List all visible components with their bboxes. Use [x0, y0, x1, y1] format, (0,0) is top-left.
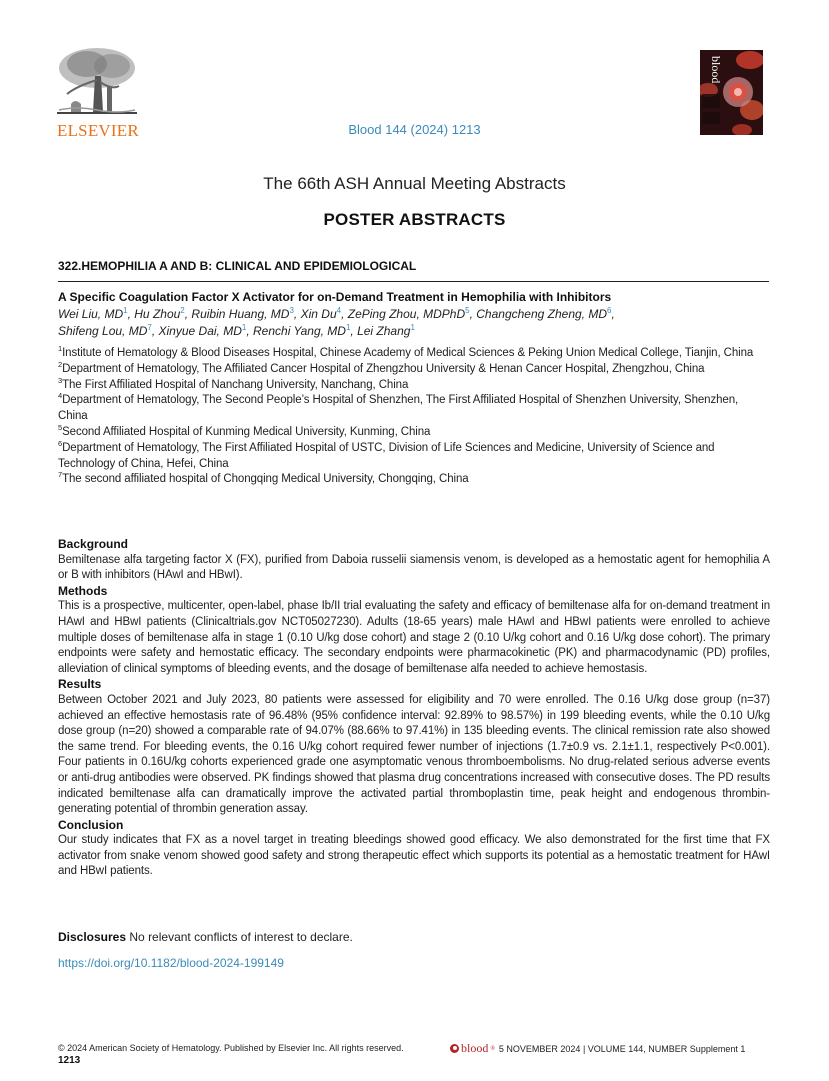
abstract-category: 322.HEMOPHILIA A AND B: CLINICAL AND EPIDEMIOLOGICAL: [58, 259, 417, 273]
doi-link[interactable]: https://doi.org/10.1182/blood-2024-199149: [58, 956, 284, 970]
blood-drop-icon: [450, 1044, 459, 1053]
cover-title-text: blood: [709, 56, 723, 84]
abstract-title: A Specific Coagulation Factor X Activator for on-Demand Treatment in Hemophilia with Inhibitors: [58, 290, 612, 304]
affiliation: $^5$Second Affiliated Hospital of Kunming Medical University, Kunming, China: [58, 422, 431, 438]
section-heading-methods: Methods: [58, 583, 108, 598]
elsevier-logo-text: ELSEVIER: [57, 121, 139, 140]
author-affiliation-ref[interactable]: 3: [289, 306, 294, 315]
disclosures-label: Disclosures: [58, 930, 127, 944]
journal-reference: Blood 144 (2024) 1213: [348, 122, 481, 137]
footer-copyright: © 2024 American Society of Hematology. Published by Elsevier Inc. All rights reserved.: [58, 1043, 404, 1053]
author-affiliation-ref[interactable]: 1: [410, 322, 415, 332]
blood-journal-logo: blood ®: [450, 1041, 495, 1056]
footer-issue: [450, 1041, 745, 1056]
author-affiliation-ref[interactable]: 4: [336, 306, 342, 315]
section-heading-conclusion: Conclusion: [58, 817, 124, 832]
footer-page-number: 1213: [58, 1055, 81, 1066]
section-text-methods: This is a prospective, multicenter, open-label, phase Ib/II trial evaluating the safety and efficacy of bemiltenase alfa for on-demand treatment in HAwI and HBwI patients (Clinicaltrials.gov NCT05027230). Adults (18-65 years) male HAwI and HBwI patients were enrolled to achieve multiple doses of bemiltenase alfa in stage 1 (0.10 U/kg dose cohort) and stage 2 (0.10 U/kg cohort and 0.16 U/kg dose cohort). The primary endpoints were safety and hemostatic efficacy. The secondary endpoints were pharmacokinetic (PK) and pharmacodynamic (PD) profiles, alleviation of clinical symptoms of bleeding events, and the dosage of bemiltenase alfa needed to achieve hemostasis.: [58, 600, 770, 675]
affiliation: $^6$Department of Hematology, The First Affiliated Hospital of USTC, Division of Life Sciences and Medicine, University of Science and Technology of China, Hefei, China: [58, 438, 715, 470]
author: Renchi Yang, $MD^1$,: [253, 322, 358, 338]
disclosures: [58, 930, 353, 944]
section-text-background: Bemiltenase alfa targeting factor X (FX), purified from Daboia russelii siamensis venom, is developed as a hemostatic agent for hemophilia A or B with inhibitors (HAwI and HBwI).: [58, 553, 770, 582]
section-text-conclusion: Our study indicates that FX as a novel target in treating bleedings showed good efficacy. We also demonstrated for the first time that FX activator from snake venom showed good safety and strong therapeutic effect which supports its potential as a hemostatic treatment for HAwI and HBwI patients.: [58, 834, 770, 878]
author-affiliation-ref[interactable]: 2: [180, 306, 185, 315]
affiliation: $^2$Department of Hematology, The Affiliated Cancer Hospital of Zhengzhou University & Henan Cancer Hospital, Zhengzhou, China: [58, 359, 705, 375]
author: ZePing Zhou, MDPhD$^5$,: [347, 306, 477, 321]
affiliation: $^7$The second affiliated hospital of Chongqing Medical University, Chongqing, China: [58, 470, 469, 486]
section-text-results: Between October 2021 and July 2023, 80 patients were assessed for eligibility and 70 were enrolled. The 0.16 U/kg dose group (n=37) achieved an effective hemostasis rate of 96.48% (95% confidence interval: 92.89% to 98.57%) in 199 bleeding events, while the 0.10 U/kg dose group (n=20) showed a comparable rate of 94.07% (88.66% to 97.41%) in 135 bleeding events. The clinical remission rate also showed the same trend. For bleeding events, the 0.16 U/kg cohort required fewer number of injections (1.7±0.9 vs. 2.1±1.1, respectively P<0.001). Four patients in 0.16U/kg cohorts experienced grade one asymptomatic venous thromboembolisms. No drug-related serious adverse events or anti-drug antibodies were observed. PK findings showed that plasma drug concentrations increased with consecutive doses. The PD results indicated bemiltenase alfa can dramatically improve the activated partial thromboplastin time, peak height and endogenous thrombin-generating potential of thrombin generation assay.: [58, 693, 770, 816]
author-affiliation-ref[interactable]: 1: [241, 322, 247, 332]
meeting-title: The 66th ASH Annual Meeting Abstracts: [263, 174, 566, 193]
author: Xin Du$^4$,: [300, 306, 348, 321]
author: Shifeng Lou, $MD^7$,: [58, 322, 159, 338]
author-affiliation-ref[interactable]: 7: [147, 322, 152, 332]
author: Xinyue Dai, $MD^1$,: [158, 322, 254, 338]
author-affiliation-ref[interactable]: 5: [465, 306, 470, 315]
affiliation: $^1$Institute of Hematology & Blood Diseases Hospital, Chinese Academy of Medical Sciences & Peking Union Medical College, Tianjin, China: [58, 344, 754, 359]
author: Lei Zhang$^1$: [357, 322, 415, 338]
author: Changcheng Zheng, $MD^6$,: [476, 306, 615, 321]
section-title: POSTER ABSTRACTS: [323, 210, 506, 229]
affiliation: $^3$The First Affiliated Hospital of Nanchang University, Nanchang, China: [58, 375, 409, 391]
author: Wei Liu, $MD^1$,: [58, 306, 135, 321]
author-affiliation-ref[interactable]: 6: [607, 306, 612, 315]
author: Hu Zhou$^2$,: [134, 306, 192, 321]
author-affiliation-ref[interactable]: 1: [123, 306, 128, 315]
author-affiliation-ref[interactable]: 1: [345, 322, 351, 332]
author: Ruibin Huang, $MD^3$,: [191, 306, 301, 321]
section-heading-results: Results: [58, 677, 102, 692]
abstract-body: [58, 537, 770, 880]
affiliation: $^4$Department of Hematology, The Second People’s Hospital of Shenzhen, The First Affiliated Hospital of Shenzhen University, Shenzhen, China: [58, 391, 739, 423]
disclosures-text: No relevant conflicts of interest to declare.: [129, 930, 353, 944]
affiliation-list: [58, 346, 770, 488]
author-list: [58, 306, 758, 339]
issue-info: 5 NOVEMBER 2024 | VOLUME 144, NUMBER Supplement 1: [498, 1043, 746, 1054]
section-heading-background: Background: [58, 537, 129, 551]
category-divider: [58, 281, 769, 282]
